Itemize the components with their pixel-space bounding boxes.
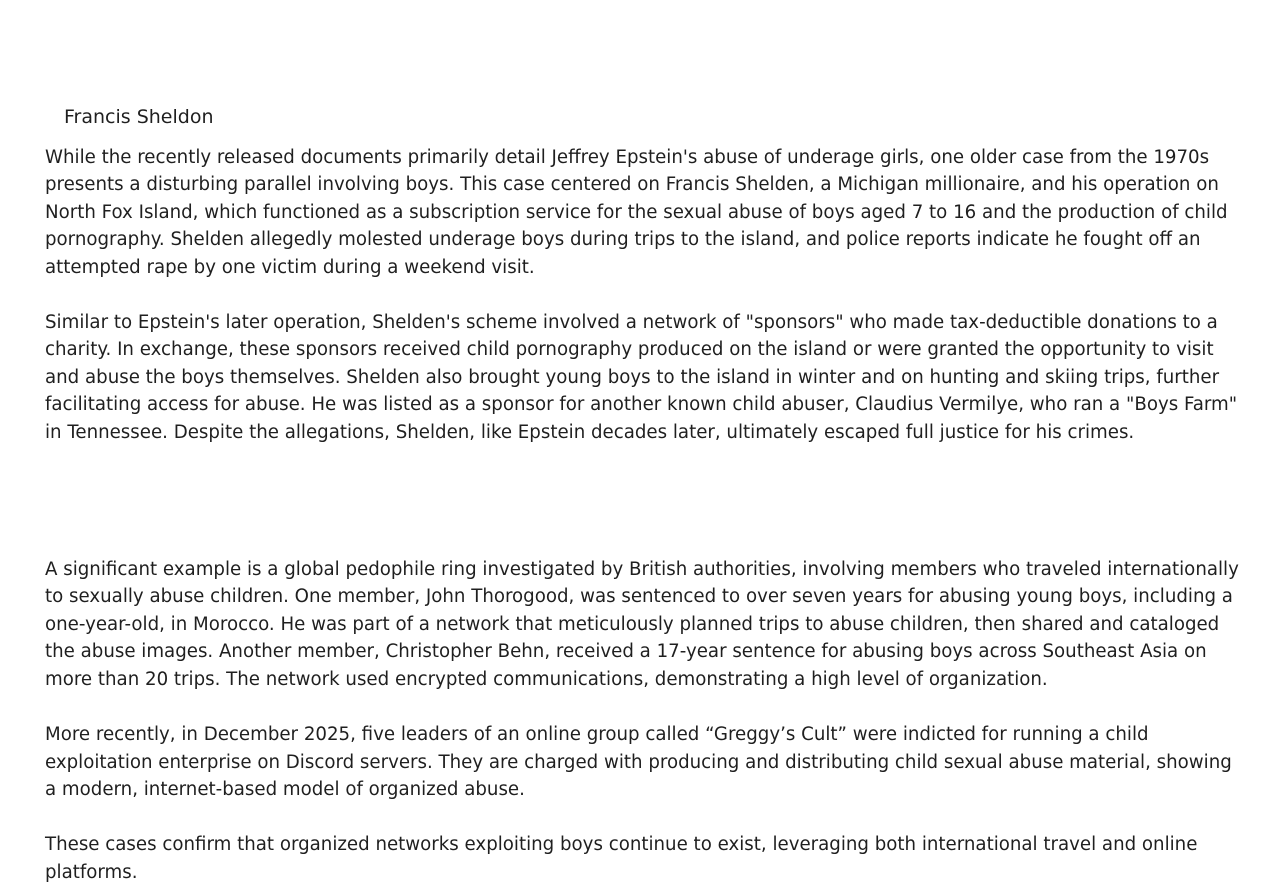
document-body	[45, 103, 1240, 886]
paragraph-3: A significant example is a global pedophile ring investigated by British authorities, involving members who traveled internationally to sexually abuse children. One member, John Thorogood, was sentenced to over seven years for abusing young boys, including a one-year-old, in Morocco. He was part of a network that meticulously planned trips to abuse children, then shared and cataloged the abuse images. Another member, Christopher Behn, received a 17-year sentence for abusing boys across Southeast Asia on more than 20 trips. The network used encrypted communications, demonstrating a high level of organization.	[45, 559, 1239, 690]
paragraph-2: Similar to Epstein's later operation, Shelden's scheme involved a network of "sponsors" who made tax-deductible donations to a charity. In exchange, these sponsors received child pornography produced on the island or were granted the opportunity to visit and abuse the boys themselves. Shelden also brought young boys to the island in winter and on hunting and skiing trips, further facilitating access for abuse. He was listed as a sponsor for another known child abuser, Claudius Vermilye, who ran a "Boys Farm" in Tennessee. Despite the allegations, Shelden, like Epstein decades later, ultimately escaped full justice for his crimes.	[45, 312, 1238, 443]
section-heading: Francis Sheldon	[64, 106, 214, 128]
paragraph-4: More recently, in December 2025, five leaders of an online group called “Greggy’s Cult” were indicted for running a child exploitation enterprise on Discord servers. They are charged with producing and distributing child sexual abuse material, showing a modern, internet-based model of organized abuse.	[45, 724, 1232, 800]
paragraph-1: While the recently released documents primarily detail Jeffrey Epstein's abuse of underage girls, one older case from the 1970s presents a disturbing parallel involving boys. This case centered on Francis Shelden, a Michigan millionaire, and his operation on North Fox Island, which functioned as a subscription service for the sexual abuse of boys aged 7 to 16 and the production of child pornography. Shelden allegedly molested underage boys during trips to the island, and police reports indicate he fought off an attempted rape by one victim during a weekend visit.	[45, 147, 1228, 278]
paragraph-5: These cases confirm that organized networks exploiting boys continue to exist, leveraging both international travel and online platforms.	[45, 834, 1198, 883]
